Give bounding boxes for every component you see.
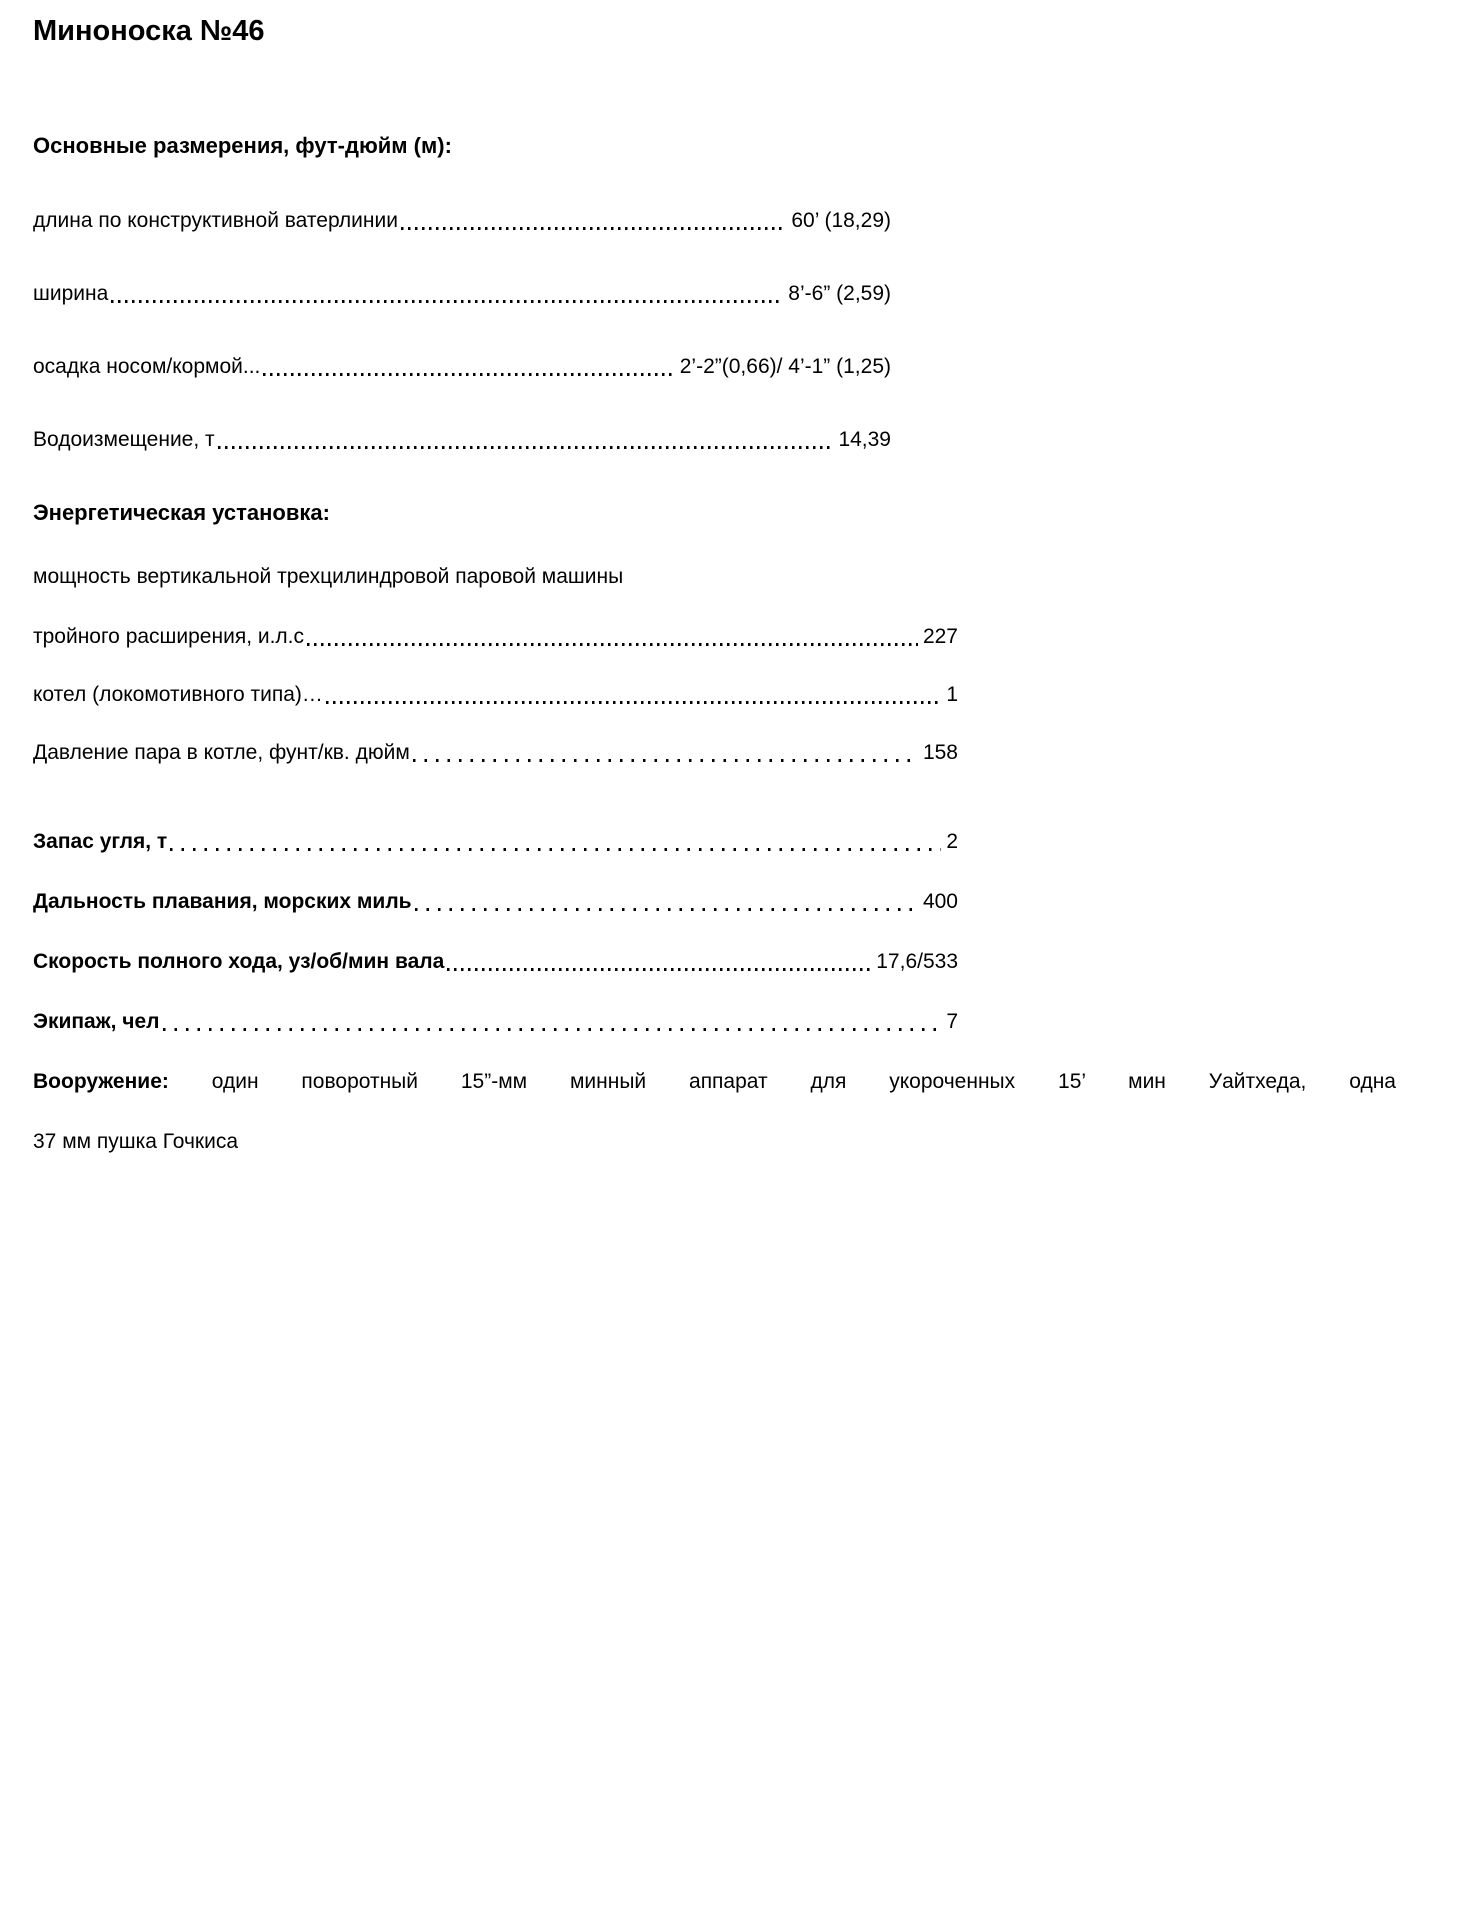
dotted-leader: [111, 300, 783, 303]
spec-row: [33, 353, 891, 380]
spec-row: [33, 280, 891, 307]
spec-label: Скорость полного хода, уз/об/мин вала: [33, 950, 445, 973]
spec-label: Дальность плавания, морских миль: [33, 890, 412, 913]
spec-row: [33, 681, 958, 708]
spec-label: осадка носом/кормой...: [33, 355, 261, 378]
spec-row: [33, 828, 958, 855]
spec-label: ширина: [33, 282, 109, 305]
armament-label: Вооружение:: [33, 1070, 169, 1093]
dotted-leader: [307, 643, 918, 646]
spec-row: [33, 207, 891, 234]
spec-value: 158: [922, 741, 958, 764]
dotted-leader: [415, 908, 918, 911]
spec-label: Давление пара в котле, фунт/кв. дюйм: [33, 741, 410, 764]
spec-value: 2’-2”(0,66)/ 4’-1” (1,25): [679, 355, 891, 378]
spec-value: 60’ (18,29): [791, 209, 891, 232]
dotted-leader: [447, 968, 871, 971]
dotted-leader: [163, 1028, 942, 1031]
spec-row: [33, 888, 958, 915]
armament-text: один поворотный 15”-мм минный аппарат для укороченных 15’ мин Уайтхеда, одна: [211, 1070, 1396, 1093]
dotted-leader: [401, 227, 786, 230]
spec-label: Водоизмещение, т: [33, 428, 215, 451]
dotted-leader: [326, 701, 941, 704]
spec-value: 1: [946, 683, 958, 706]
spec-row: [33, 1008, 958, 1035]
spec-label: котел (локомотивного типа)…: [33, 683, 323, 706]
spec-value: 17,6/533: [876, 950, 958, 973]
document-title: Миноноска №46: [33, 15, 265, 47]
armament-paragraph: [33, 1068, 1396, 1095]
spec-label: тройного расширения, и.л.с: [33, 625, 305, 648]
spec-value: 8’-6” (2,59): [788, 282, 891, 305]
dotted-leader: [263, 373, 674, 376]
armament-second-line: 37 мм пушка Гочкиса: [33, 1130, 239, 1153]
spec-row: [33, 623, 958, 650]
spec-row: [33, 426, 891, 453]
spec-row: [33, 739, 958, 766]
spec-label: длина по конструктивной ватерлинии: [33, 209, 398, 232]
dimensions-list: [33, 207, 891, 453]
spec-label: Запас угля, т: [33, 830, 168, 853]
spec-label: Экипаж, чел: [33, 1010, 160, 1033]
power-intro-line: мощность вертикальной трехцилиндровой паровой машины: [33, 565, 624, 588]
dotted-leader: [170, 848, 941, 851]
power-plant-heading: Энергетическая установка:: [33, 500, 330, 525]
power-plant-list: [33, 623, 958, 766]
spec-value: 2: [946, 830, 958, 853]
dimensions-heading: Основные размерения, фут-дюйм (м):: [33, 133, 452, 158]
dotted-leader: [218, 446, 834, 449]
spec-row: [33, 948, 958, 975]
spec-value: 227: [922, 625, 958, 648]
spec-value: 400: [922, 890, 958, 913]
summary-spec-list: [33, 828, 958, 1035]
spec-value: 14,39: [838, 428, 891, 451]
spec-value: 7: [946, 1010, 958, 1033]
dotted-leader: [413, 759, 918, 762]
